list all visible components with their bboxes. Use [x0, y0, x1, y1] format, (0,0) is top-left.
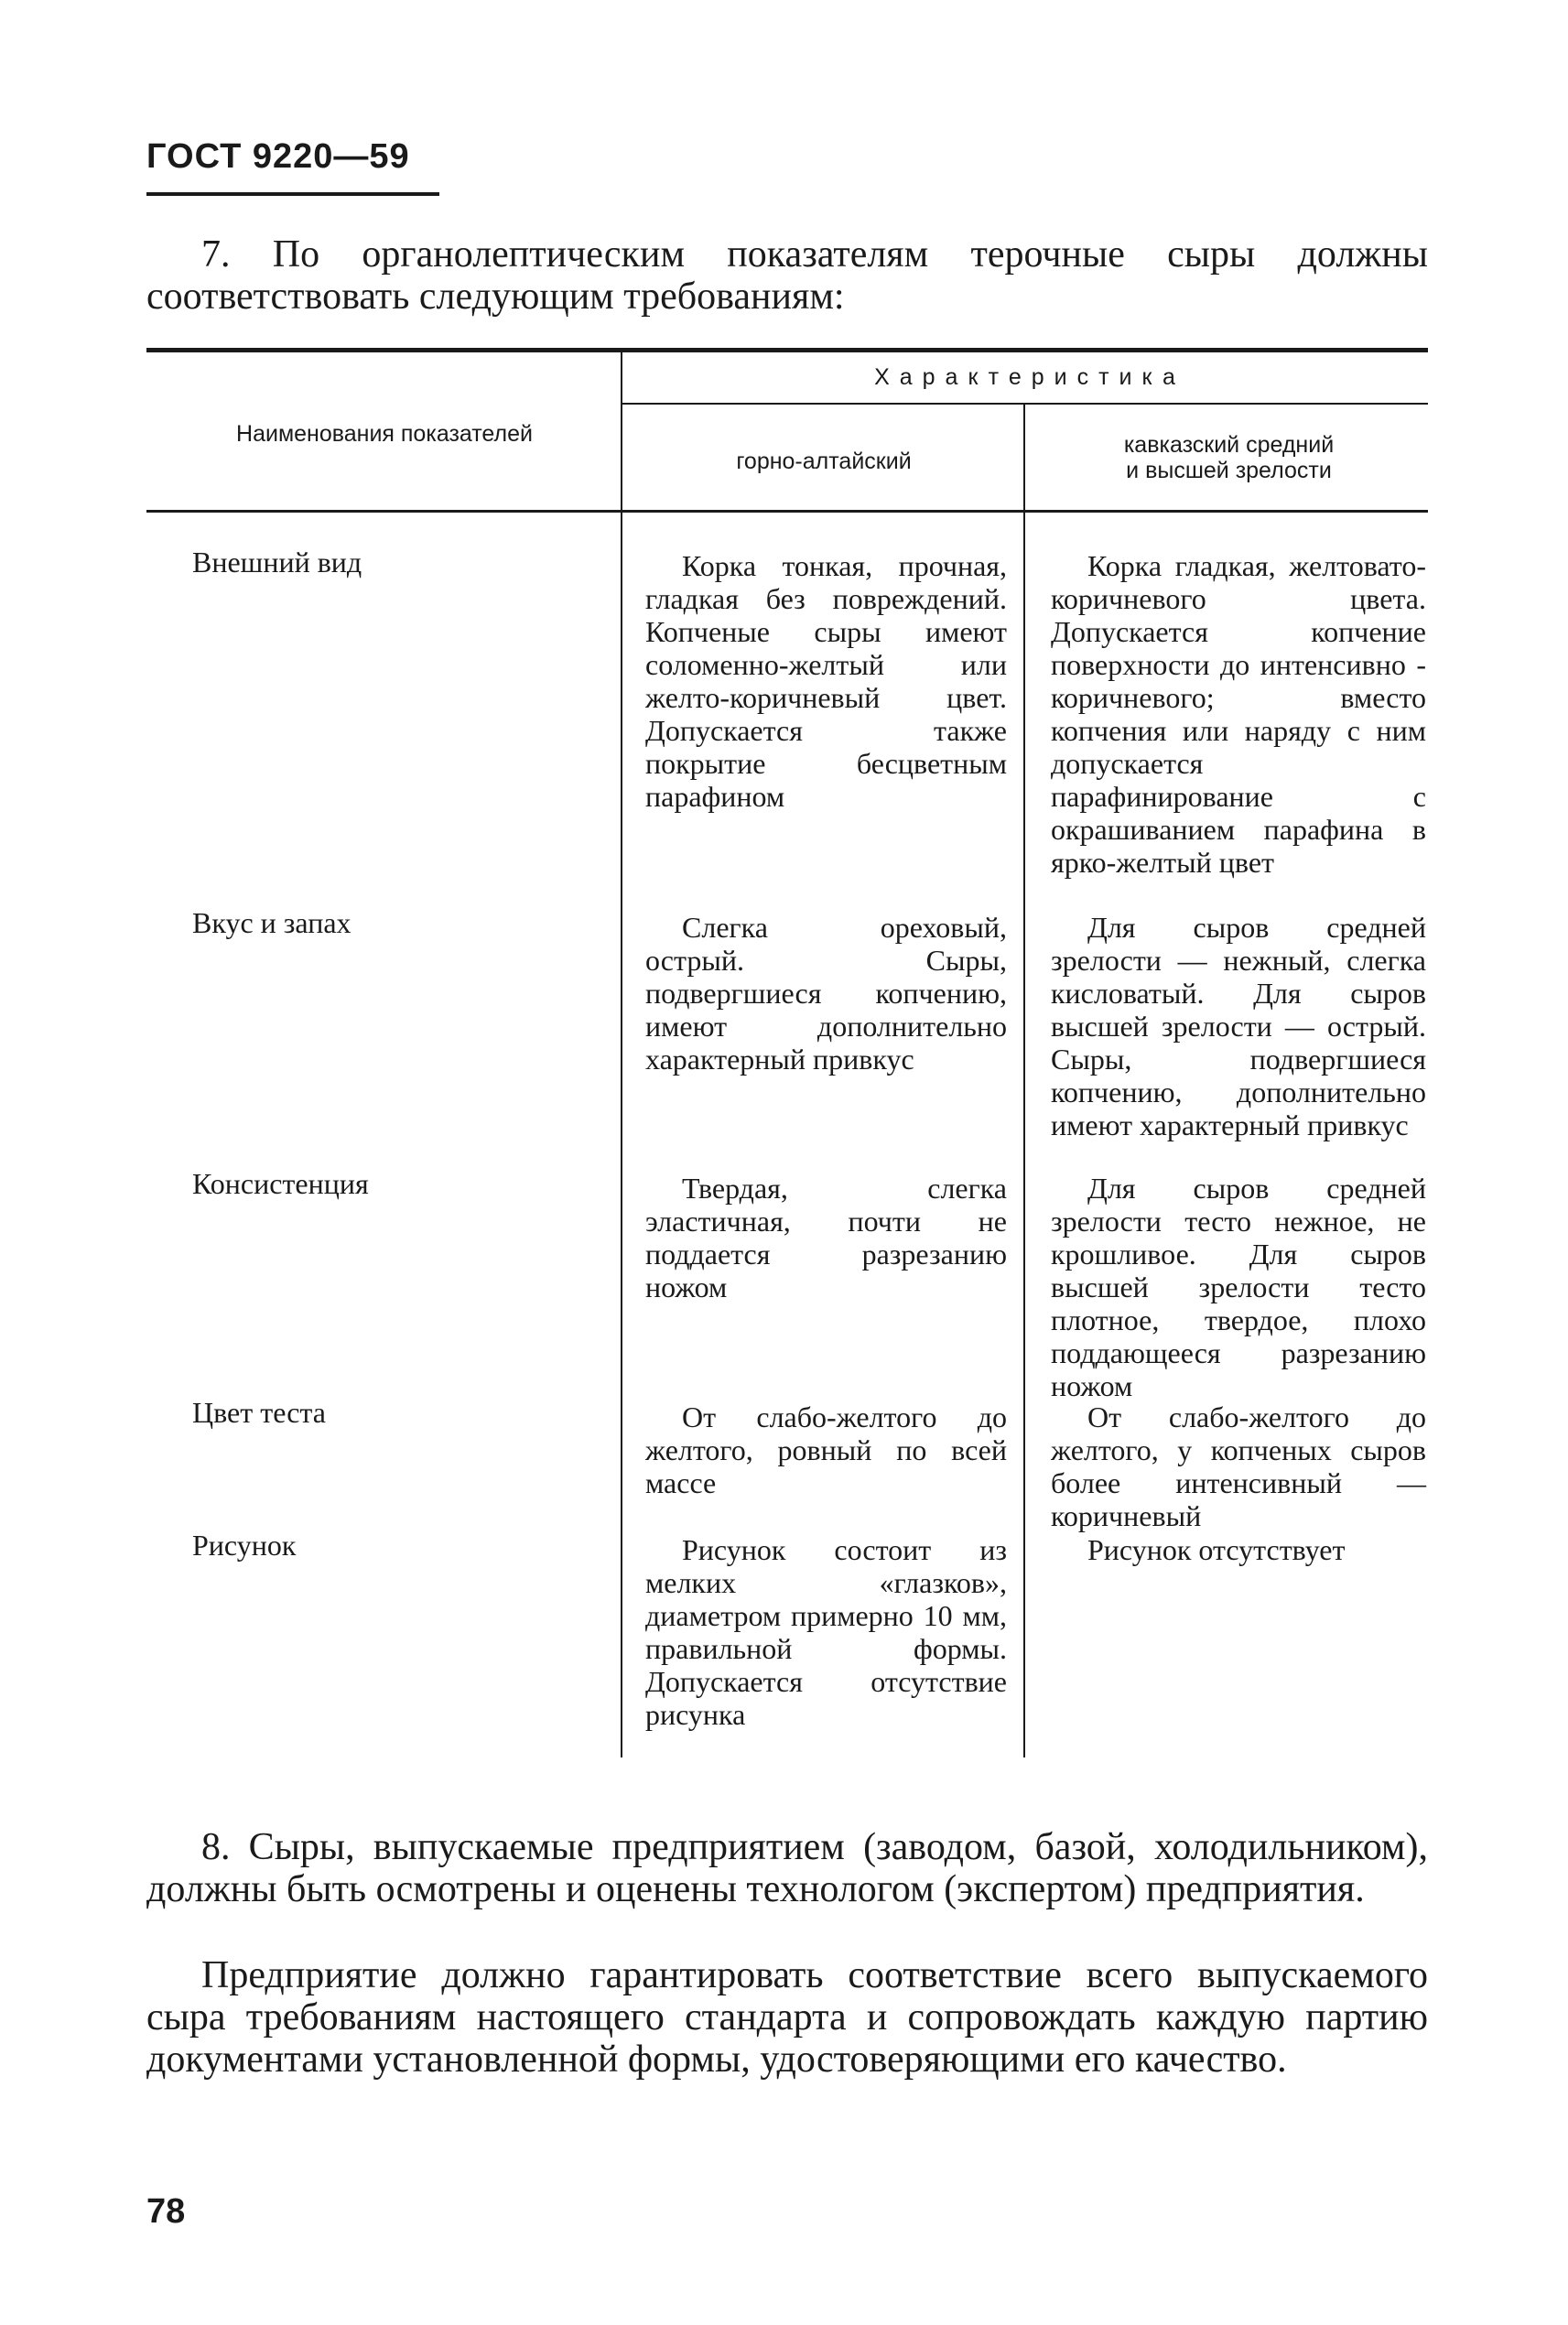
row-name-taste: Вкус и запах: [192, 906, 351, 939]
column-header-altai: горно-алтайский: [736, 449, 912, 474]
row-altai-consistency: Твердая, слегка эластичная, почти не поддается разрезанию ножом: [645, 1172, 1007, 1303]
row-altai-color: От слабо-желтого до желтого, ровный по всей массе: [645, 1400, 1007, 1499]
column-header-group: Характеристика: [874, 364, 1185, 390]
column-header-kavkaz: [1030, 432, 1428, 483]
row-kavkaz-color: От слабо-желтого до желтого, у копченых сыров более интенсивный — коричневый: [1051, 1400, 1426, 1532]
header-underline: [146, 192, 439, 196]
standard-header: ГОСТ 9220—59: [146, 137, 410, 176]
section-8-paragraph: 8. Сыры, выпускаемые предприятием (заводом, базой, холодильником), должны быть осмотрены и оценены технологом (экспертом) предприятия.: [146, 1826, 1428, 1910]
row-kavkaz-consistency: Для сыров средней зрелости тесто нежное, не крошливое. Для сыров высшей зрелости тесто плотное, твердое, плохо поддающееся разрезанию ножом: [1051, 1172, 1426, 1402]
row-kavkaz-appearance: Корка гладкая, желтовато-коричневого цвета. Допускается копчение поверхности до интенсивно - коричневого; вместо копчения или наряду с ним допускается парафинирование с окрашиванием парафина в ярко-желтый цвет: [1051, 549, 1426, 879]
section-7-paragraph: 7. По органолептическим показателям терочные сыры должны соответствовать следующим требованиям:: [146, 233, 1428, 318]
table-header-bottom-rule: [146, 510, 1428, 513]
column-divider-2: [1023, 405, 1025, 1757]
row-altai-pattern: Рисунок состоит из мелких «глазков», диаметром примерно 10 мм, правильной формы. Допускается отсутствие рисунка: [645, 1533, 1007, 1731]
column-divider-1: [621, 352, 622, 1757]
column-header-names: Наименования показателей: [236, 421, 533, 447]
column-header-kavkaz-line2: и высшей зрелости: [1126, 458, 1332, 483]
row-altai-taste: Слегка ореховый, острый. Сыры, подвергшиеся копчению, имеют дополнительно характерный привкус: [645, 911, 1007, 1076]
group-header-rule: [622, 403, 1428, 405]
row-name-pattern: Рисунок: [192, 1529, 297, 1562]
row-kavkaz-taste: Для сыров средней зрелости — нежный, слегка кисловатый. Для сыров высшей зрелости — острый. Сыры, подвергшиеся копчению, дополнительно имеют характерный привкус: [1051, 911, 1426, 1141]
row-name-appearance: Внешний вид: [192, 546, 362, 579]
column-header-kavkaz-line1: кавказский средний: [1123, 432, 1335, 458]
row-name-color: Цвет теста: [192, 1396, 326, 1429]
section-8-continuation-paragraph: Предприятие должно гарантировать соответствие всего выпускаемого сыра требованиям настоящего стандарта и сопровождать каждую партию документами установленной формы, удостоверяющими его качество.: [146, 1954, 1428, 2081]
row-altai-appearance: Корка тонкая, прочная, гладкая без повреждений. Копченые сыры имеют соломенно-желтый или желто-коричневый цвет. Допускается также покрытие бесцветным парафином: [645, 549, 1007, 813]
page-number: 78: [146, 2192, 186, 2231]
row-kavkaz-pattern: Рисунок отсутствует: [1087, 1533, 1346, 1566]
row-name-consistency: Консистенция: [192, 1167, 369, 1200]
table-top-rule: [146, 348, 1428, 352]
